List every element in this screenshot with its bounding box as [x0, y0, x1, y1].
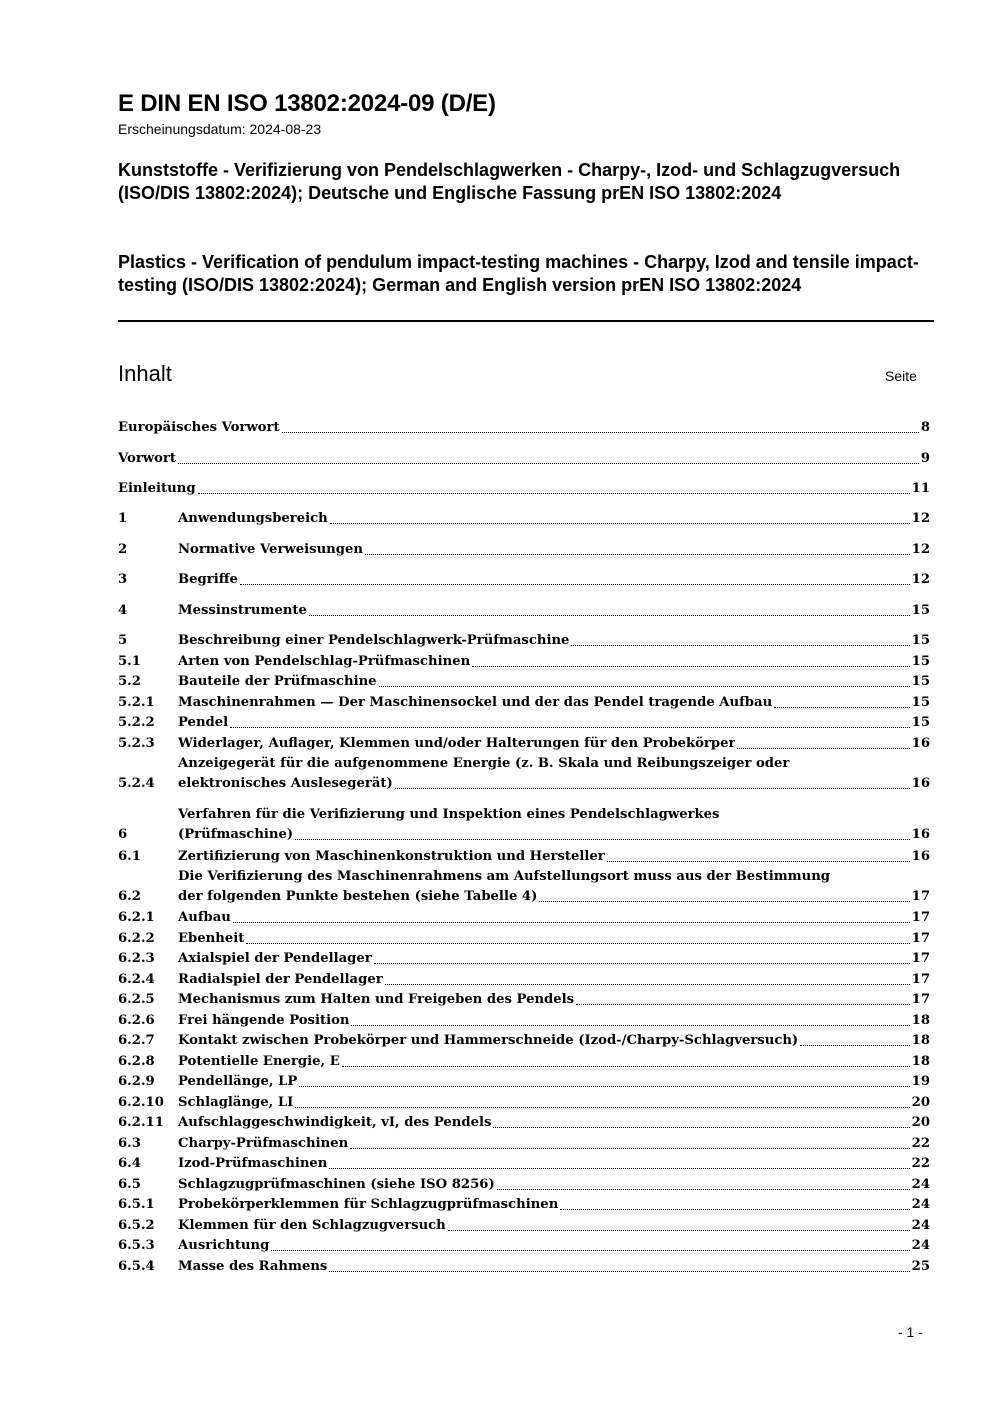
toc-entry-number: 1: [118, 511, 128, 526]
toc-heading: Inhalt: [118, 361, 172, 386]
toc-entry-number: 6.2.10: [118, 1095, 164, 1110]
toc-entry-page: 18: [911, 1033, 930, 1048]
toc-entry[interactable]: [118, 1052, 930, 1072]
toc-entry[interactable]: [118, 805, 930, 845]
toc-dot-leader: [271, 1250, 909, 1251]
toc-entry-title: Axialspiel der Pendellager: [178, 951, 372, 966]
toc-entry-number: 5.2.2: [118, 715, 155, 730]
toc-entry-number: 5.2.1: [118, 695, 155, 710]
toc-entry[interactable]: [118, 1216, 930, 1236]
toc-entry-page: 22: [911, 1156, 930, 1171]
toc-entry-number: 6.2.8: [118, 1054, 155, 1069]
toc-entry-page: 20: [911, 1115, 930, 1130]
toc-entry-title: Schlagzugprüfmaschinen (siehe ISO 8256): [178, 1177, 495, 1192]
toc-entry[interactable]: [118, 949, 930, 969]
toc-entry-number: 6.2.6: [118, 1013, 155, 1028]
publication-date: Erscheinungsdatum: 2024-08-23: [118, 121, 322, 137]
toc-entry-page: 15: [911, 633, 930, 648]
toc-entry-number: 6.5.2: [118, 1218, 155, 1233]
toc-entry-title: Anzeigegerät für die aufgenommene Energie (z. B. Skala und Reibungszeiger oder: [178, 756, 790, 771]
toc-entry-page: 15: [911, 715, 930, 730]
toc-entry[interactable]: [118, 1113, 930, 1133]
toc-entry-title: Izod-Prüfmaschinen: [178, 1156, 328, 1171]
toc-entry-page: 20: [911, 1095, 930, 1110]
document-id: E DIN EN ISO 13802:2024-09 (D/E): [118, 90, 496, 117]
toc-entry[interactable]: [118, 867, 930, 907]
toc-entry-number: 6.1: [118, 849, 141, 864]
toc-entry-title: Verfahren für die Verifizierung und Inspektion eines Pendelschlagwerkes: [178, 807, 720, 822]
toc-entry-number: 6.4: [118, 1156, 141, 1171]
toc-entry[interactable]: [118, 693, 930, 713]
toc-entry-page: 24: [911, 1177, 930, 1192]
toc-entry-number: 6.2: [118, 889, 141, 904]
toc-entry-page: 16: [911, 736, 930, 751]
toc-entry[interactable]: [118, 1093, 930, 1113]
toc-entry[interactable]: [118, 449, 930, 469]
toc-dot-leader: [309, 615, 910, 616]
toc-entry-page: 18: [911, 1054, 930, 1069]
toc-dot-leader: [295, 1107, 909, 1108]
toc-entry-number: 6.2.7: [118, 1033, 155, 1048]
toc-entry-page: 17: [911, 992, 930, 1007]
toc-entry-number: 4: [118, 603, 128, 618]
toc-entry[interactable]: [118, 509, 930, 529]
header-divider: [118, 320, 934, 322]
toc-entry[interactable]: [118, 1175, 930, 1195]
toc-entry-page: 24: [911, 1238, 930, 1253]
toc-entry-page: 12: [911, 572, 930, 587]
toc-entry-title: Europäisches Vorwort: [118, 420, 280, 435]
toc-entry-number: 6.5: [118, 1177, 141, 1192]
toc-entry-number: 6.2.1: [118, 910, 155, 925]
toc-entry[interactable]: [118, 601, 930, 621]
toc-entry-page: 16: [911, 776, 930, 791]
toc-entry-number: 6: [118, 827, 128, 842]
toc-dot-leader: [448, 1230, 910, 1231]
toc-entry-page: 25: [911, 1259, 930, 1274]
toc-entry-number: 6.5.4: [118, 1259, 155, 1274]
toc-entry[interactable]: [118, 652, 930, 672]
toc-entry-number: 6.2.5: [118, 992, 155, 1007]
toc-entry-number: 5.2.4: [118, 776, 155, 791]
toc-entry-page: 17: [911, 889, 930, 904]
toc-dot-leader: [246, 943, 909, 944]
toc-entry-number: 5.2.3: [118, 736, 155, 751]
toc-dot-leader: [493, 1127, 909, 1128]
toc-entry[interactable]: [118, 1134, 930, 1154]
toc-dot-leader: [560, 1209, 909, 1210]
toc-dot-leader: [539, 901, 909, 902]
toc-dot-leader: [385, 984, 910, 985]
toc-entry-number: 3: [118, 572, 128, 587]
toc-dot-leader: [571, 645, 909, 646]
toc-entry-title: Bauteile der Prüfmaschine: [178, 674, 377, 689]
toc-entry[interactable]: [118, 1236, 930, 1256]
toc-dot-leader: [295, 839, 910, 840]
toc-entry-title: Beschreibung einer Pendelschlagwerk-Prüfmaschine: [178, 633, 570, 648]
toc-dot-leader: [230, 727, 909, 728]
toc-entry-title: Widerlager, Auflager, Klemmen und/oder Halterungen für den Probekörper: [178, 736, 736, 751]
toc-dot-leader: [737, 748, 909, 749]
toc-entry-number: 6.2.3: [118, 951, 155, 966]
toc-entry-page: 16: [911, 827, 930, 842]
toc-entry-title: Klemmen für den Schlagzugversuch: [178, 1218, 446, 1233]
toc-entry[interactable]: [118, 1154, 930, 1174]
toc-entry-title-continued: (Prüfmaschine): [178, 827, 294, 842]
toc-entry[interactable]: [118, 418, 930, 438]
toc-entry-title: Masse des Rahmens: [178, 1259, 328, 1274]
toc-entry-number: 5.2: [118, 674, 141, 689]
toc-entry-page: 15: [911, 695, 930, 710]
toc-entry-title: Pendel: [178, 715, 229, 730]
toc-entry-title: Begriffe: [178, 572, 238, 587]
toc-entry-page: 24: [911, 1197, 930, 1212]
toc-entry-page: 12: [911, 511, 930, 526]
toc-page-label: Seite: [885, 368, 917, 384]
toc-entry-page: 19: [911, 1074, 930, 1089]
toc-entry-page: 18: [911, 1013, 930, 1028]
toc-entry-number: 2: [118, 542, 128, 557]
toc-entry-title-continued: der folgenden Punkte bestehen (siehe Tabelle 4): [178, 889, 538, 904]
page-number: - 1 -: [898, 1324, 923, 1340]
toc-entry-title: Mechanismus zum Halten und Freigeben des Pendels: [178, 992, 575, 1007]
toc-entry-title: Probekörperklemmen für Schlagzugprüfmaschinen: [178, 1197, 559, 1212]
toc-entry-page: 17: [911, 931, 930, 946]
toc-entry-title: Aufbau: [178, 910, 231, 925]
toc-entry[interactable]: [118, 1072, 930, 1092]
toc-entry-title: Einleitung: [118, 481, 196, 496]
toc-entry[interactable]: [118, 1011, 930, 1031]
toc-entry-number: 6.3: [118, 1136, 141, 1151]
toc-entry-title: Anwendungsbereich: [178, 511, 328, 526]
toc-dot-leader: [329, 1168, 909, 1169]
toc-entry[interactable]: [118, 734, 930, 754]
toc-entry-title: Schlaglänge, LI: [178, 1095, 294, 1110]
toc-dot-leader: [379, 686, 910, 687]
toc-entry-page: 15: [911, 674, 930, 689]
toc-entry-title: Zertifizierung von Maschinenkonstruktion und Hersteller: [178, 849, 605, 864]
toc-entry-page: 16: [911, 849, 930, 864]
toc-entry-title: Messinstrumente: [178, 603, 307, 618]
toc-entry[interactable]: [118, 990, 930, 1010]
toc-dot-leader: [330, 523, 910, 524]
toc-dot-leader: [774, 707, 909, 708]
toc-dot-leader: [374, 963, 910, 964]
toc-entry[interactable]: [118, 479, 930, 499]
toc-entry-number: 6.2.11: [118, 1115, 164, 1130]
toc-entry[interactable]: [118, 1195, 930, 1215]
toc-entry-title-continued: elektronisches Auslesegerät): [178, 776, 393, 791]
toc-entry-page: 17: [911, 972, 930, 987]
toc-entry-title: Charpy-Prüfmaschinen: [178, 1136, 349, 1151]
toc-entry-number: 6.2.4: [118, 972, 155, 987]
toc-entry[interactable]: [118, 929, 930, 949]
toc-entry-number: 5: [118, 633, 128, 648]
toc-entry-title: Aufschlaggeschwindigkeit, vI, des Pendels: [178, 1115, 492, 1130]
toc-dot-leader: [282, 432, 919, 433]
toc-dot-leader: [299, 1086, 909, 1087]
toc-entry[interactable]: [118, 540, 930, 560]
toc-dot-leader: [178, 463, 919, 464]
toc-entry-number: 6.5.3: [118, 1238, 155, 1253]
toc-dot-leader: [472, 666, 909, 667]
toc-dot-leader: [350, 1148, 909, 1149]
toc-entry[interactable]: [118, 970, 930, 990]
toc-entry-title: Normative Verweisungen: [178, 542, 363, 557]
toc-entry-number: 5.1: [118, 654, 141, 669]
toc-dot-leader: [365, 554, 910, 555]
toc-entry-page: 22: [911, 1136, 930, 1151]
toc-entry-title: Ausrichtung: [178, 1238, 270, 1253]
toc-entry-number: 6.5.1: [118, 1197, 155, 1212]
toc-dot-leader: [395, 788, 910, 789]
toc-entry-page: 17: [911, 910, 930, 925]
toc-dot-leader: [497, 1189, 910, 1190]
toc-entry-number: 6.2.2: [118, 931, 155, 946]
toc-entry-title: Arten von Pendelschlag-Prüfmaschinen: [178, 654, 471, 669]
toc-entry-page: 15: [911, 654, 930, 669]
toc-entry[interactable]: [118, 908, 930, 928]
toc-entry-title: Potentielle Energie, E: [178, 1054, 340, 1069]
toc-entry[interactable]: [118, 713, 930, 733]
toc-dot-leader: [351, 1025, 909, 1026]
toc-entry-title: Radialspiel der Pendellager: [178, 972, 383, 987]
toc-entry[interactable]: [118, 754, 930, 794]
toc-entry-page: 17: [911, 951, 930, 966]
toc-dot-leader: [800, 1045, 909, 1046]
toc-dot-leader: [342, 1066, 910, 1067]
toc-entry[interactable]: [118, 672, 930, 692]
title-english: Plastics - Verification of pendulum impact-testing machines - Charpy, Izod and tensile impact-testing (ISO/DIS 13802:2024); German and English version prEN ISO 13802:2024: [118, 252, 919, 295]
toc-dot-leader: [198, 493, 910, 494]
toc-entry[interactable]: [118, 847, 930, 867]
toc-entry-title: Maschinenrahmen — Der Maschinensockel und der das Pendel tragende Aufbau: [178, 695, 773, 710]
toc-entry-page: 15: [911, 603, 930, 618]
toc-entry-title: Die Verifizierung des Maschinenrahmens am Aufstellungsort muss aus der Bestimmung: [178, 869, 831, 884]
toc-entry-title: Ebenheit: [178, 931, 245, 946]
toc-dot-leader: [329, 1271, 909, 1272]
toc-entry-page: 9: [920, 451, 930, 466]
toc-dot-leader: [576, 1004, 910, 1005]
toc-entry-title: Kontakt zwischen Probekörper und Hammerschneide (Izod-/Charpy-Schlagversuch): [178, 1033, 799, 1048]
toc-dot-leader: [240, 584, 910, 585]
toc-dot-leader: [233, 922, 910, 923]
toc-entry-number: 6.2.9: [118, 1074, 155, 1089]
toc-entry[interactable]: [118, 1257, 930, 1277]
toc-entry-title: Pendellänge, LP: [178, 1074, 298, 1089]
toc-entry-title: Vorwort: [118, 451, 176, 466]
toc-dot-leader: [607, 861, 910, 862]
toc-entry-page: 24: [911, 1218, 930, 1233]
toc-entry-page: 12: [911, 542, 930, 557]
toc-entry-title: Frei hängende Position: [178, 1013, 350, 1028]
toc-entry-page: 8: [920, 420, 930, 435]
title-german: Kunststoffe - Verifizierung von Pendelschlagwerken - Charpy-, Izod- und Schlagzugversuch (ISO/DIS 13802:2024); Deutsche und Englische Fassung prEN ISO 13802:2024: [118, 160, 901, 203]
toc-entry[interactable]: [118, 631, 930, 651]
toc-entry[interactable]: [118, 1031, 930, 1051]
toc-entry-page: 11: [911, 481, 930, 496]
toc-entry[interactable]: [118, 570, 930, 590]
